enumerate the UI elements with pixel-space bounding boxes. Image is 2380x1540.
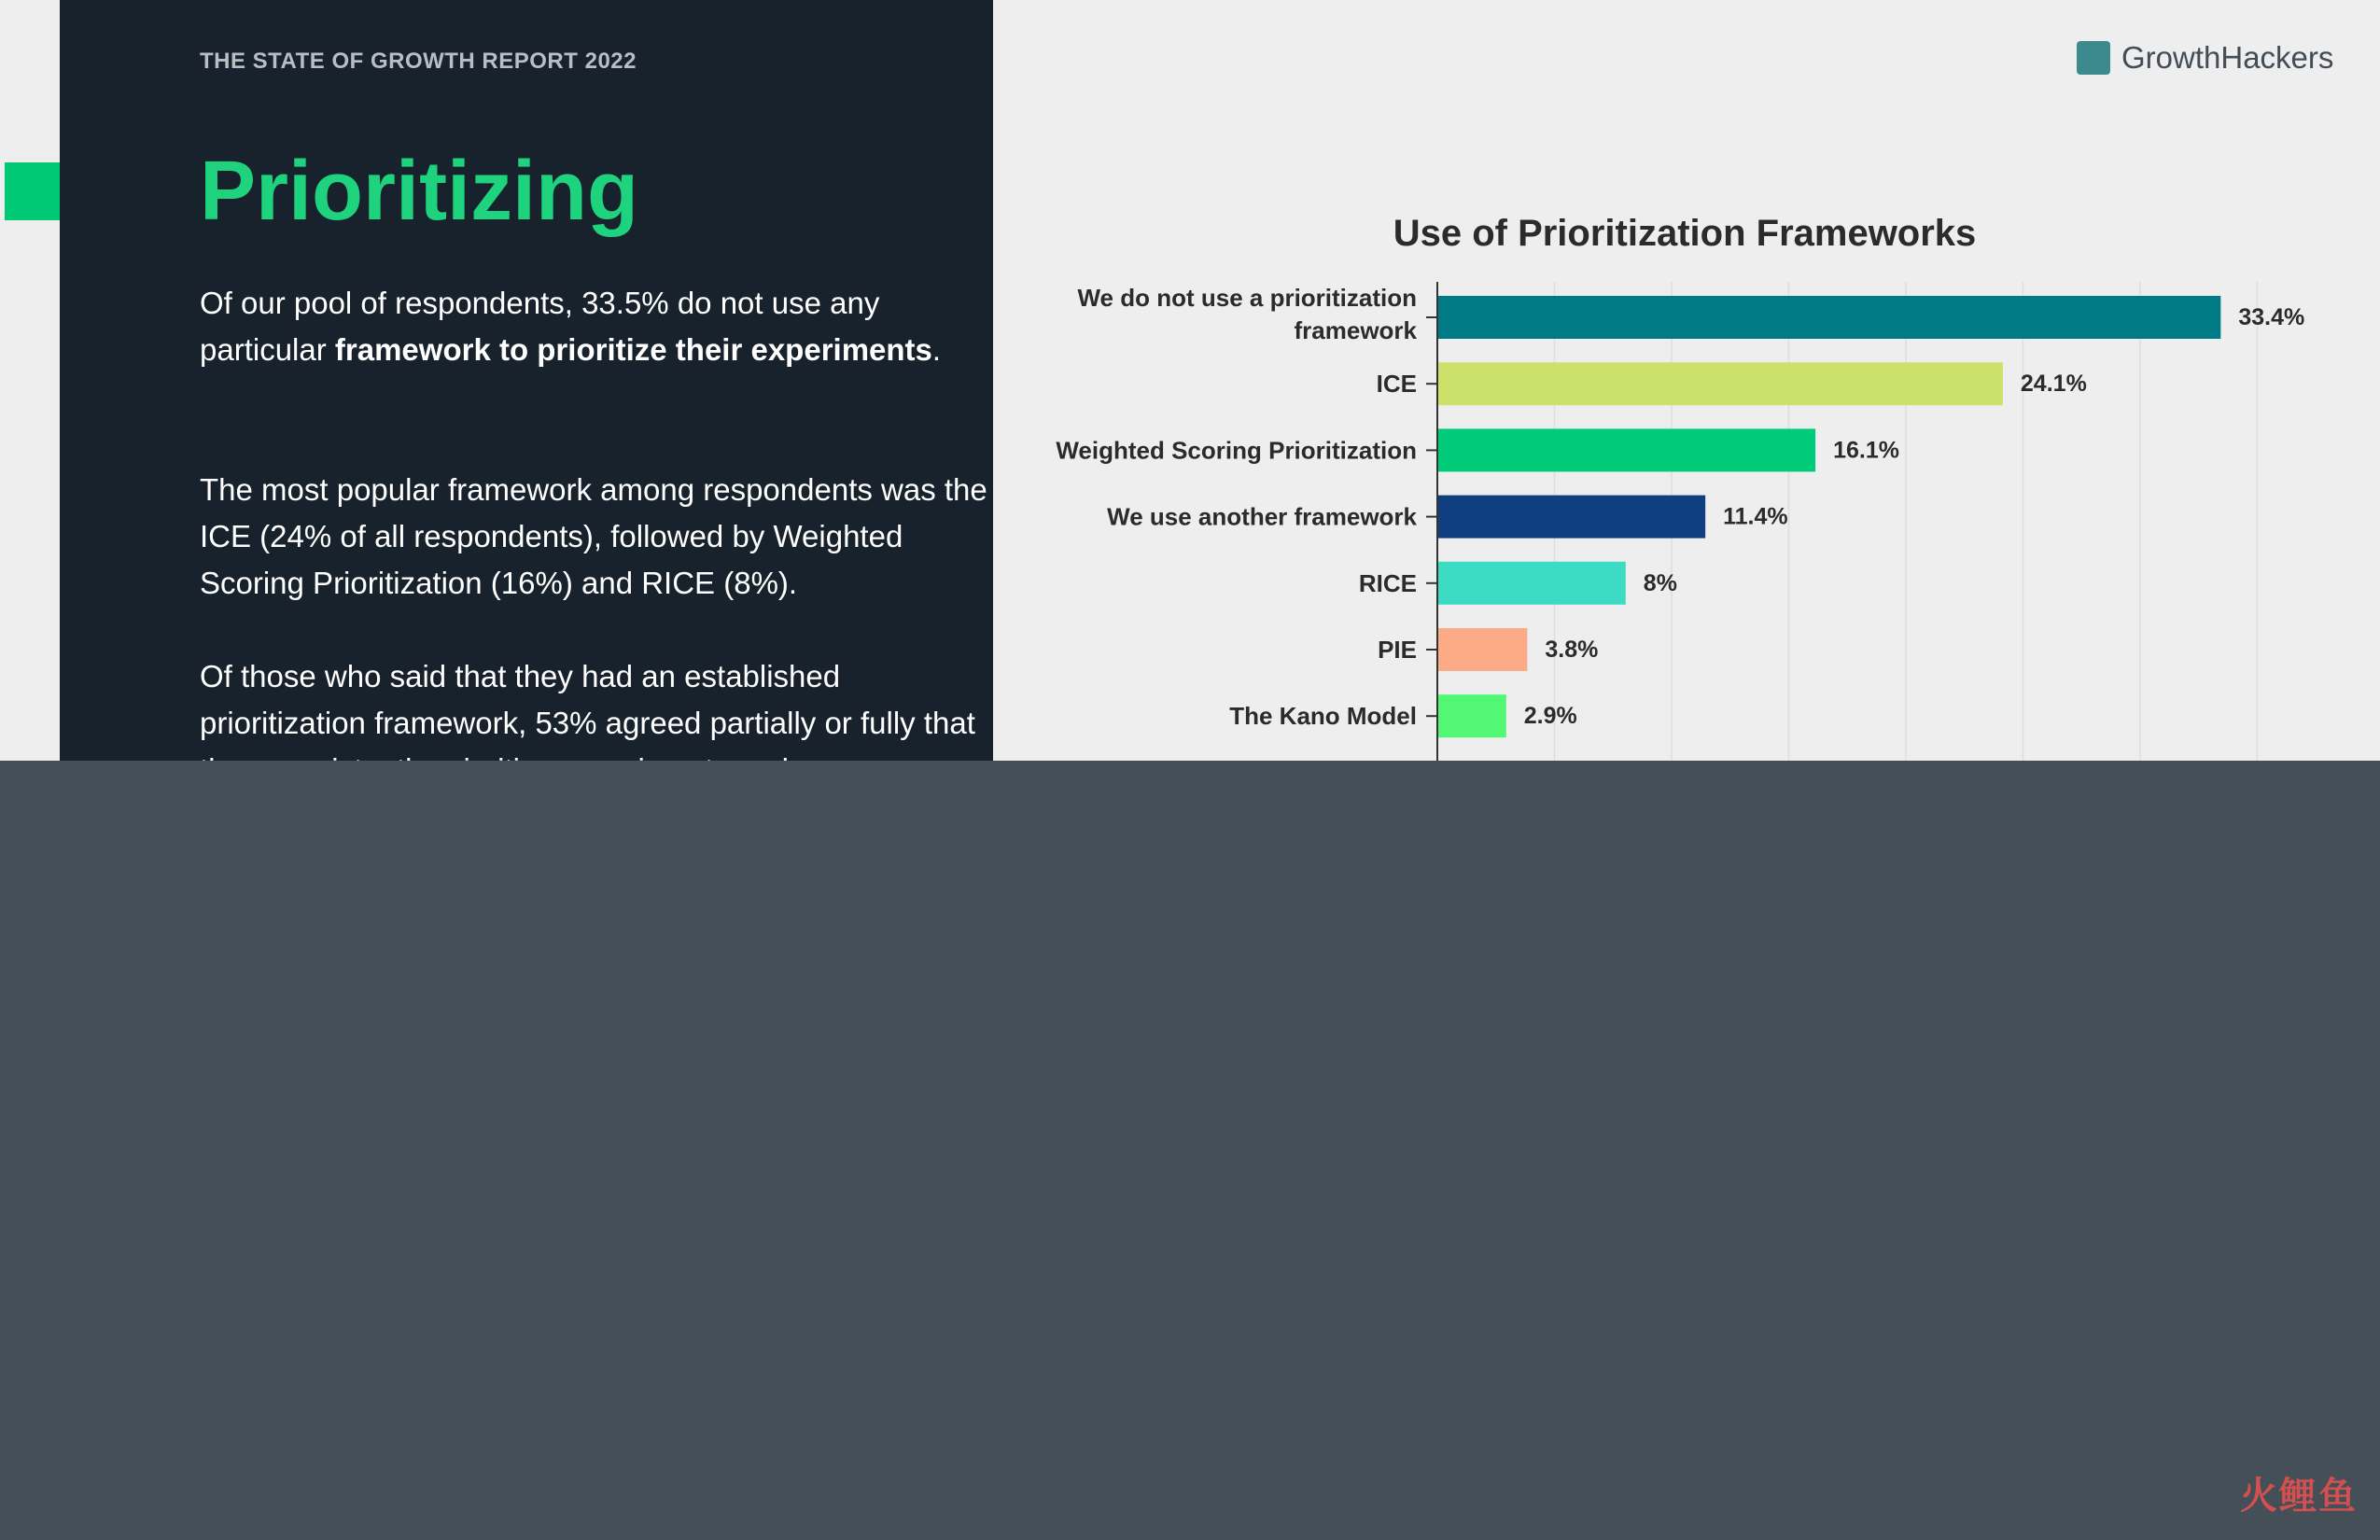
bar [1438, 496, 1705, 539]
value-label: 3.8% [1545, 637, 1599, 663]
category-label: Weighted Scoring Prioritization [1056, 436, 1417, 465]
value-label: 16.1% [1833, 437, 1900, 464]
bar [1438, 362, 2003, 405]
category-label: RICE [1358, 568, 1417, 597]
bar [1438, 694, 1506, 737]
category-label: ICE [1376, 370, 1417, 399]
bar-chart [1027, 271, 2352, 775]
growthhackers-logo-icon [2077, 41, 2110, 75]
bar [1438, 562, 1626, 605]
chart-title: Use of Prioritization Frameworks [1393, 213, 1977, 254]
paragraph-1-bold: framework to prioritize their experiments [334, 332, 932, 367]
left-panel [60, 0, 993, 775]
bar [1438, 428, 1815, 471]
section-title: Prioritizing [200, 145, 638, 238]
value-label: 24.1% [2020, 371, 2087, 398]
report-label: THE STATE OF GROWTH REPORT 2022 [200, 49, 637, 74]
paragraph-1-end: . [931, 332, 942, 367]
paragraph-1-text: Of our pool of respondents, 33.5% do not use any particular [200, 286, 880, 367]
value-label: 8% [1643, 569, 1677, 596]
category-label: We do not use a prioritization framework [1077, 284, 1417, 344]
paragraph-1 [200, 280, 993, 373]
paragraph-3: Of those who said that they had an established prioritization framework, 53% agreed partially or fully that [200, 659, 975, 740]
bottom-background [0, 761, 2380, 1540]
report-slide [0, 0, 2380, 761]
value-label: 11.4% [1723, 503, 1788, 530]
value-label: 33.4% [2238, 304, 2305, 330]
category-label: The Kano Model [1229, 702, 1417, 731]
brand-name: GrowthHackers [2121, 40, 2334, 75]
category-label: PIE [1378, 636, 1417, 664]
watermark: 火鲤鱼 [2240, 1476, 2358, 1517]
bar [1438, 628, 1527, 671]
bar [1438, 296, 2220, 339]
value-label: 2.9% [1523, 703, 1577, 730]
brand-logo [2077, 39, 2333, 77]
paragraph-2: The most popular framework among respondents was the ICE (24% of all respondents), followed by Weighted Scoring Prioritization (16%) and RICE (8%). [200, 472, 987, 600]
category-label: We use another framework [1107, 502, 1417, 531]
